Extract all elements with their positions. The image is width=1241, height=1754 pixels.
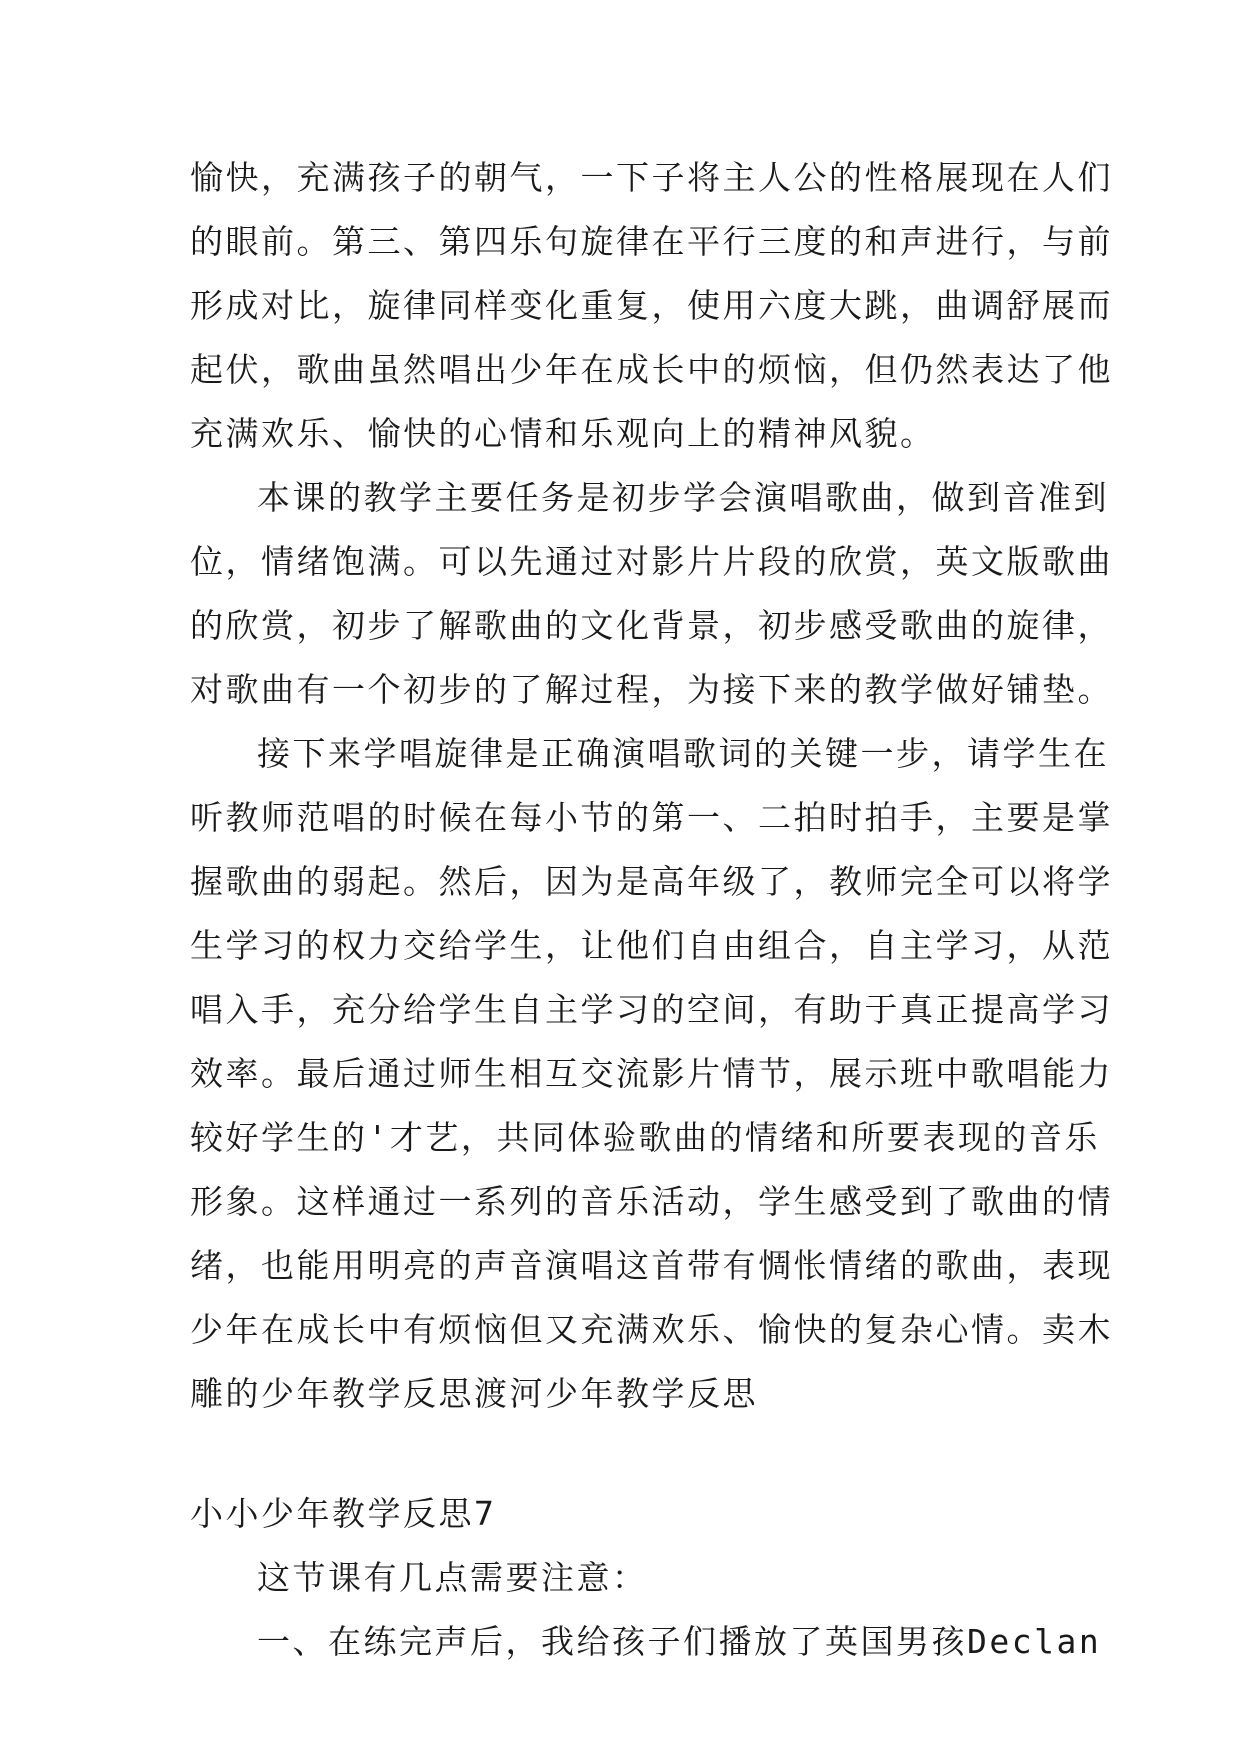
text-line: 效率。最后通过师生相互交流影片情节，展示班中歌唱能力 [190,1054,1113,1093]
text-line: 握歌曲的弱起。然后，因为是高年级了，教师完全可以将学 [190,862,1113,901]
text-line: 听教师范唱的时候在每小节的第一、二拍时拍手，主要是掌 [190,798,1113,837]
text-line: 少年在成长中有烦恼但又充满欢乐、愉快的复杂心情。卖木 [190,1310,1113,1349]
text-line: 的眼前。第三、第四乐句旋律在平行三度的和声进行，与前 [190,222,1113,261]
text-line: 位，情绪饱满。可以先通过对影片片段的欣赏，英文版歌曲 [190,542,1113,581]
text-line: 绪，也能用明亮的声音演唱这首带有惆怅情绪的歌曲，表现 [190,1246,1113,1285]
text-line: 本课的教学主要任务是初步学会演唱歌曲，做到音准到 [257,478,1109,517]
text-line: 愉快，充满孩子的朝气，一下子将主人公的性格展现在人们 [190,158,1113,197]
text-line: 的欣赏，初步了解歌曲的文化背景，初步感受歌曲的旋律， [190,606,1113,645]
text-line: 一、在练完声后，我给孩子们播放了英国男孩Declan [257,1622,1102,1661]
text-line: 接下来学唱旋律是正确演唱歌词的关键一步，请学生在 [257,734,1109,773]
text-line: 这节课有几点需要注意： [257,1558,648,1597]
text-line: 形成对比，旋律同样变化重复，使用六度大跳，曲调舒展而 [190,286,1113,325]
text-line: 充满欢乐、愉快的心情和乐观向上的精神风貌。 [190,414,936,453]
text-line: 雕的少年教学反思渡河少年教学反思 [190,1374,758,1413]
text-line: 较好学生的'才艺，共同体验歌曲的情绪和所要表现的音乐 [190,1118,1100,1157]
text-line: 对歌曲有一个初步的了解过程，为接下来的教学做好铺垫。 [190,670,1113,709]
section-heading: 小小少年教学反思7 [190,1494,497,1533]
text-line: 起伏，歌曲虽然唱出少年在成长中的烦恼，但仍然表达了他 [190,350,1113,389]
text-line: 形象。这样通过一系列的音乐活动，学生感受到了歌曲的情 [190,1182,1113,1221]
text-line: 生学习的权力交给学生，让他们自由组合，自主学习，从范 [190,926,1113,965]
text-line: 唱入手，充分给学生自主学习的空间，有助于真正提高学习 [190,990,1113,1029]
